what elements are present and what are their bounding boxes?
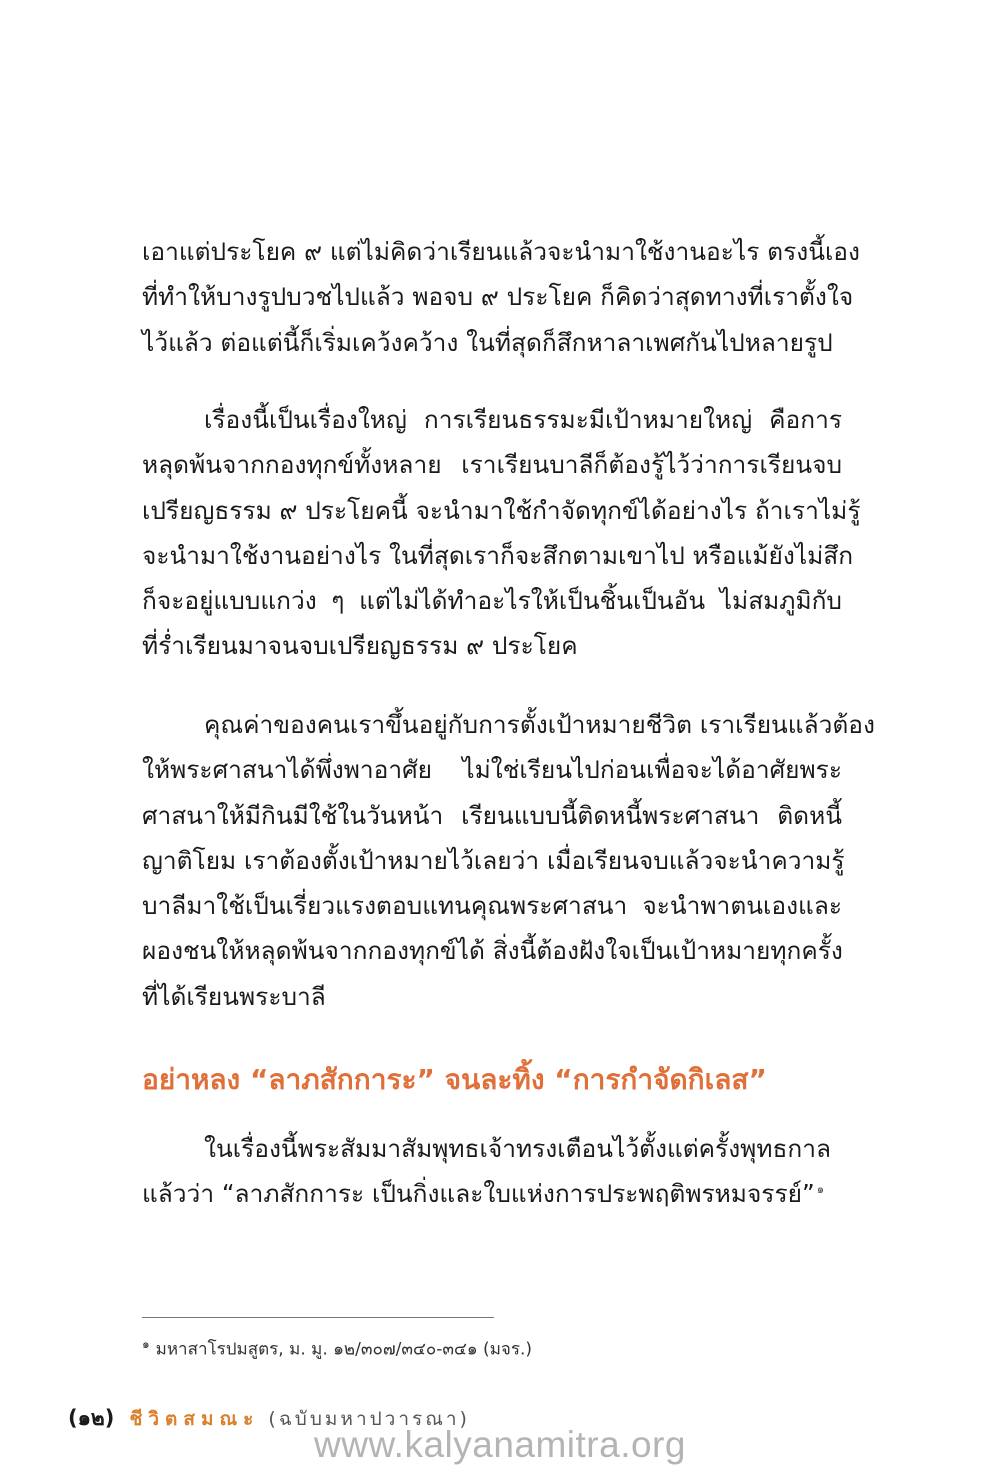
paragraph-line (142, 1171, 842, 1216)
paragraph-line: ผองชนให้หลุดพ้นจากกองทุกข์ได้ สิ่งนี้ต้องฝังใจเป็นเป้าหมายทุกครั้ง (142, 936, 843, 966)
paragraph-line-text: แล้วว่า “ลาภสักการะ เป็นกิ่งและใบแห่งการประพฤติพรหมจรรย์” (142, 1179, 815, 1209)
paragraph-line: ไว้แล้ว ต่อแต่นี้ก็เริ่มเคว้งคว้าง ในที่สุดก็สึกหาลาเพศกันไปหลายรูป (142, 327, 833, 357)
footnote-text: มหาสาโรปมสูตร, ม. มู. ๑๒/๓๐๗/๓๔๐-๓๔๑ (มจร.) (155, 1339, 533, 1360)
paragraph-line: เปรียญธรรม ๙ ประโยคนี้ จะนำมาใช้กำจัดทุกข์ได้อย่างไร ถ้าเราไม่รู้ (142, 495, 861, 525)
paragraph-line: บาลีมาใช้เป็นเรี่ยวแรงตอบแทนคุณพระศาสนา จะนำพาตนเองและ (142, 891, 842, 921)
page-number: (๑๒) (68, 1406, 115, 1430)
paragraph-line: ให้พระศาสนาได้พึ่งพาอาศัย ไม่ใช่เรียนไปก่อนเพื่อจะได้อาศัยพระ (142, 755, 842, 785)
book-title: ชีวิตสมณะ (129, 1408, 260, 1430)
footnote (142, 1335, 532, 1363)
paragraph-line: ที่ร่ำเรียนมาจนจบเปรียญธรรม ๙ ประโยค (142, 631, 578, 661)
paragraph-line: คุณค่าของคนเราขึ้นอยู่กับการตั้งเป้าหมายชีวิต เราเรียนแล้วต้อง (204, 710, 875, 739)
paragraph-4 (142, 1126, 842, 1217)
paragraph-line: ญาติโยม เราต้องตั้งเป้าหมายไว้เลยว่า เมื่อเรียนจบแล้วจะนำความรู้ (142, 845, 845, 875)
paragraph-line: ที่ได้เรียนพระบาลี (142, 981, 326, 1011)
paragraph-line: ก็จะอยู่แบบแกว่ง ๆ แต่ไม่ได้ทำอะไรให้เป็นชิ้นเป็นอัน ไม่สมภูมิกับ (142, 586, 842, 616)
paragraph-1 (142, 229, 860, 365)
section-heading: อย่าหลง “ลาภสักการะ” จนละทิ้ง “การกำจัดกิเลส” (142, 1063, 767, 1096)
paragraph-line: จะนำมาใช้งานอย่างไร ในที่สุดเราก็จะสึกตามเขาไป หรือแม้ยังไม่สึก (142, 540, 854, 570)
paragraph-line: ในเรื่องนี้พระสัมมาสัมพุทธเจ้าทรงเตือนไว้ตั้งแต่ครั้งพุทธกาล (204, 1134, 832, 1163)
paragraph-line: ศาสนาให้มีกินมีใช้ในวันหน้า เรียนแบบนี้ติดหนี้พระศาสนา ติดหนี้ (142, 800, 842, 830)
edition-label: (ฉบับมหาปวารณา) (268, 1408, 470, 1430)
footnote-reference[interactable]: ๑ (816, 1182, 825, 1197)
paragraph-line: เอาแต่ประโยค ๙ แต่ไม่คิดว่าเรียนแล้วจะนำมาใช้งานอะไร ตรงนี้เอง (142, 237, 860, 266)
paragraph-2 (142, 397, 861, 669)
paragraph-line: หลุดพ้นจากกองทุกข์ทั้งหลาย เราเรียนบาลีก็ต้องรู้ไว้ว่าการเรียนจบ (142, 450, 842, 480)
paragraph-line: เรื่องนี้เป็นเรื่องใหญ่ การเรียนธรรมะมีเป้าหมายใหญ่ คือการ (204, 405, 842, 434)
watermark-url: www.kalyanamitra.org (314, 1424, 686, 1465)
footnote-number: ๑ (142, 1337, 150, 1351)
paragraph-line: ที่ทำให้บางรูปบวชไปแล้ว พอจบ ๙ ประโยค ก็คิดว่าสุดทางที่เราตั้งใจ (142, 282, 854, 312)
paragraph-3 (142, 702, 875, 1019)
footnote-divider (142, 1317, 494, 1318)
